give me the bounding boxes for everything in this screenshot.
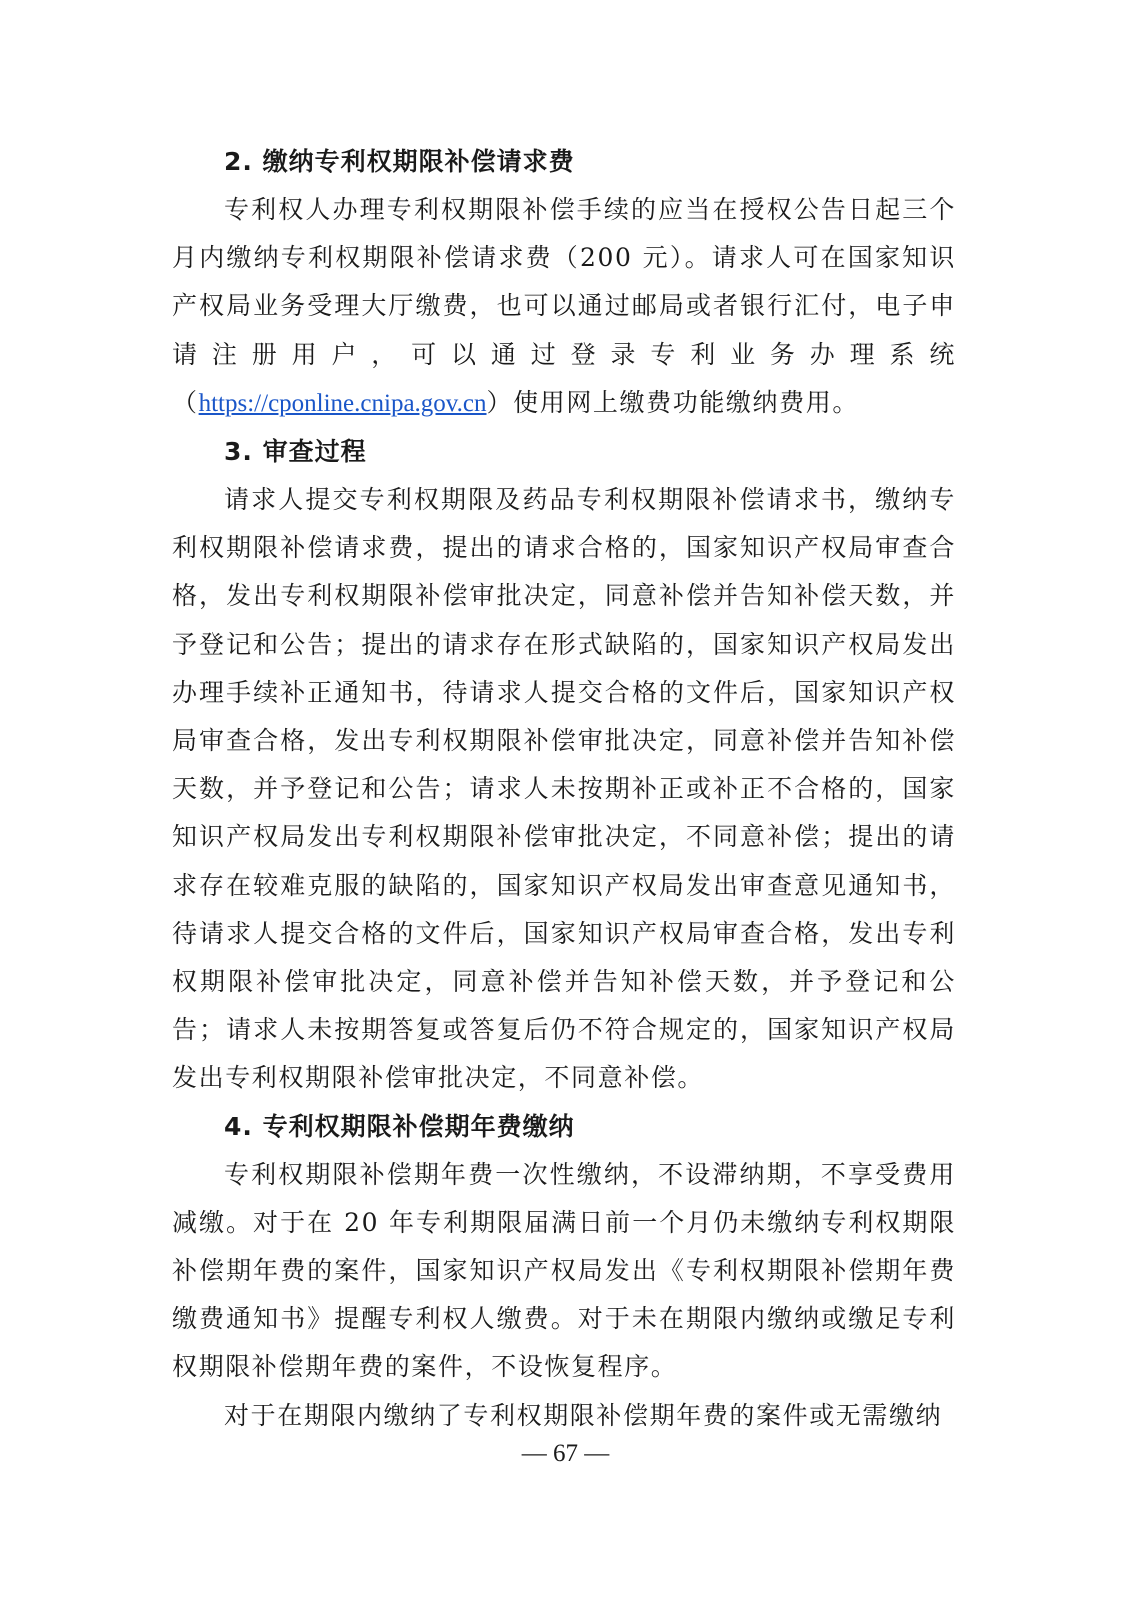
section-3-paragraph: 请求人提交专利权期限及药品专利权期限补偿请求书，缴纳专利权期限补偿请求费，提出的请求合格的，国家知识产权局审查合格，发出专利权期限补偿审批决定，同意补偿并告知补偿天数，并予登记和公告；提出的请求存在形式缺陷的，国家知识产权局发出办理手续补正通知书，待请求人提交合格的文件后，国家知识产权局审查合格，发出专利权期限补偿审批决定，同意补偿并告知补偿天数，并予登记和公告；请求人未按期补正或补正不合格的，国家知识产权局发出专利权期限补偿审批决定，不同意补偿；提出的请求存在较难克服的缺陷的，国家知识产权局发出审查意见通知书，待请求人提交合格的文件后，国家知识产权局审查合格，发出专利权期限补偿审批决定，同意补偿并告知补偿天数，并予登记和公告；请求人未按期答复或答复后仍不符合规定的，国家知识产权局发出专利权期限补偿审批决定，不同意补偿。: [172, 485, 956, 1093]
section-4-paragraph-1: 专利权期限补偿期年费一次性缴纳，不设滞纳期，不享受费用减缴。对于在 20 年专利期限届满日前一个月仍未缴纳专利权期限补偿期年费的案件，国家知识产权局发出《专利权期限补偿期年费缴费通知书》提醒专利权人缴费。对于未在期限内缴纳或缴足专利权期限补偿期年费的案件，不设恢复程序。: [172, 1159, 956, 1382]
document-body: [172, 138, 956, 1440]
page-number: — 67 —: [521, 1440, 610, 1467]
cponline-link[interactable]: https://cponline.cnipa.gov.cn: [198, 389, 487, 417]
section-2-paragraph: [172, 186, 956, 428]
section-4-paragraph-2: 对于在期限内缴纳了专利权期限补偿期年费的案件或无需缴纳: [224, 1400, 943, 1430]
section-3-heading: 3. 审查过程: [224, 437, 367, 467]
section-4-heading: 4. 专利权期限补偿期年费缴纳: [224, 1111, 575, 1141]
section-2-text-before-link: 专利权人办理专利权期限补偿手续的应当在授权公告日起三个月内缴纳专利权期限补偿请求费（200 元）。请求人可在国家知识产权局业务受理大厅缴费，也可以通过邮局或者银行汇付，电子申请注册用户，可以通过登录专利业务办理系统（: [172, 195, 956, 417]
section-2-text-after-link: ）使用网上缴费功能缴纳费用。: [486, 387, 859, 417]
section-2-heading: 2. 缴纳专利权期限补偿请求费: [224, 147, 575, 176]
